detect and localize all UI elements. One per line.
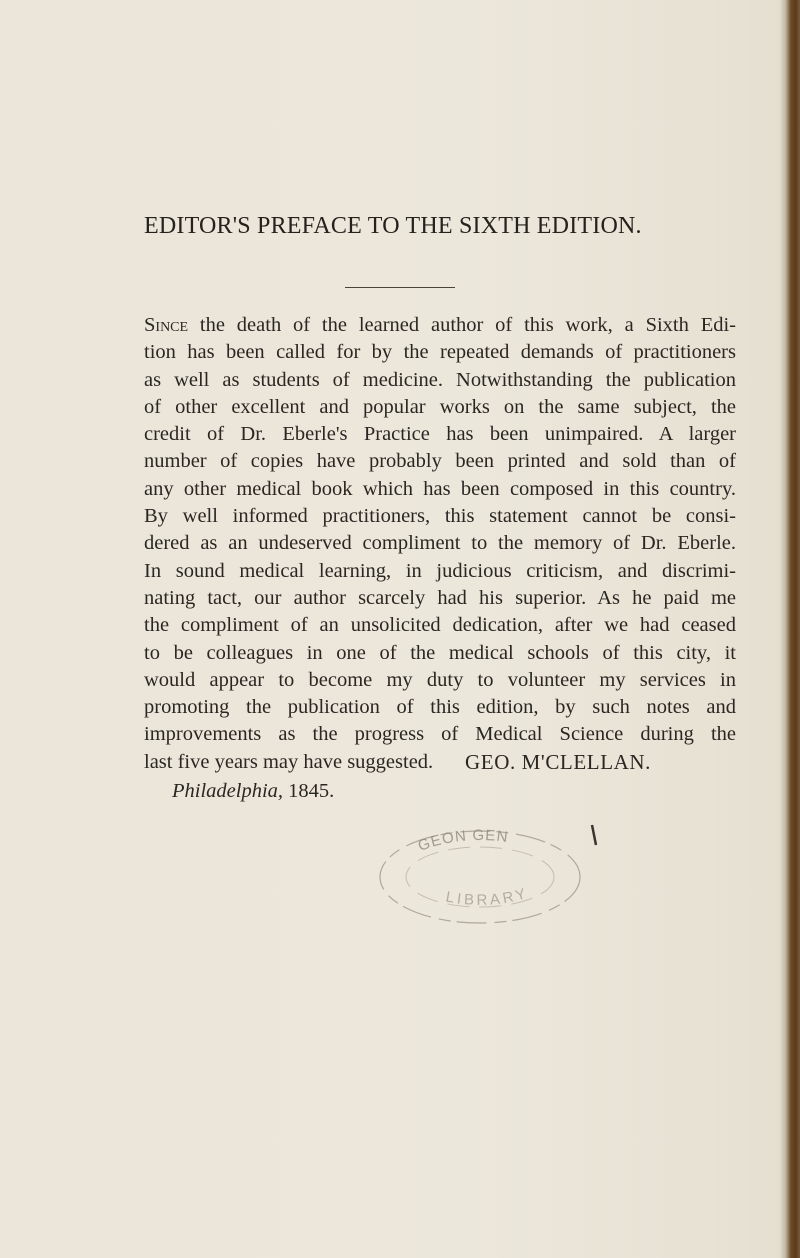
body-line: as well as students of medicine. Notwithstanding the publication bbox=[144, 368, 736, 391]
heading-divider bbox=[345, 287, 455, 288]
place-and-date bbox=[172, 780, 334, 803]
body-line: last five years may have suggested. bbox=[144, 750, 434, 773]
stamp-top-text: GEON GEN bbox=[415, 826, 510, 855]
book-spine bbox=[786, 0, 800, 1258]
body-line: By well informed practitioners, this statement cannot be consi- bbox=[144, 505, 736, 528]
body-line: any other medical book which has been composed in this country. bbox=[144, 477, 736, 500]
year: 1845. bbox=[288, 780, 335, 802]
library-stamp bbox=[360, 815, 600, 925]
body-line: number of copies have probably been printed and sold than of bbox=[144, 450, 736, 473]
body-line: dered as an undeserved compliment to the memory of Dr. Eberle. bbox=[144, 532, 736, 555]
body-line: In sound medical learning, in judicious criticism, and discrimi- bbox=[144, 559, 736, 582]
body-line: to be colleagues in one of the medical schools of this city, it bbox=[144, 641, 736, 664]
body-line: credit of Dr. Eberle's Practice has been unimpaired. A larger bbox=[144, 423, 736, 446]
lead-word: Since bbox=[144, 314, 189, 336]
body-line: the compliment of an unsolicited dedication, after we had ceased bbox=[144, 614, 736, 637]
body-line: tion has been called for by the repeated demands of practitioners bbox=[144, 341, 736, 364]
preface-body bbox=[144, 312, 736, 776]
author-signature: GEO. M'CLELLAN. bbox=[465, 750, 652, 774]
stamp-bottom-text: LIBRARY bbox=[444, 884, 531, 909]
body-line: of other excellent and popular works on the same subject, the bbox=[144, 395, 736, 418]
body-line: would appear to become my duty to volunteer my services in bbox=[144, 668, 736, 691]
stamp-tick-mark bbox=[592, 825, 596, 845]
body-line: improvements as the progress of Medical Science during the bbox=[144, 723, 736, 746]
body-line: Since the death of the learned author of this work, a Sixth Edi- bbox=[144, 314, 736, 336]
preface-heading: EDITOR'S PREFACE TO THE SIXTH EDITION. bbox=[144, 213, 642, 239]
place-name: Philadelphia, bbox=[172, 780, 284, 802]
body-line: promoting the publication of this edition, by such notes and bbox=[144, 696, 736, 719]
stamp-outer-ring bbox=[380, 831, 580, 923]
body-line: nating tact, our author scarcely had his superior. As he paid me bbox=[144, 586, 736, 609]
